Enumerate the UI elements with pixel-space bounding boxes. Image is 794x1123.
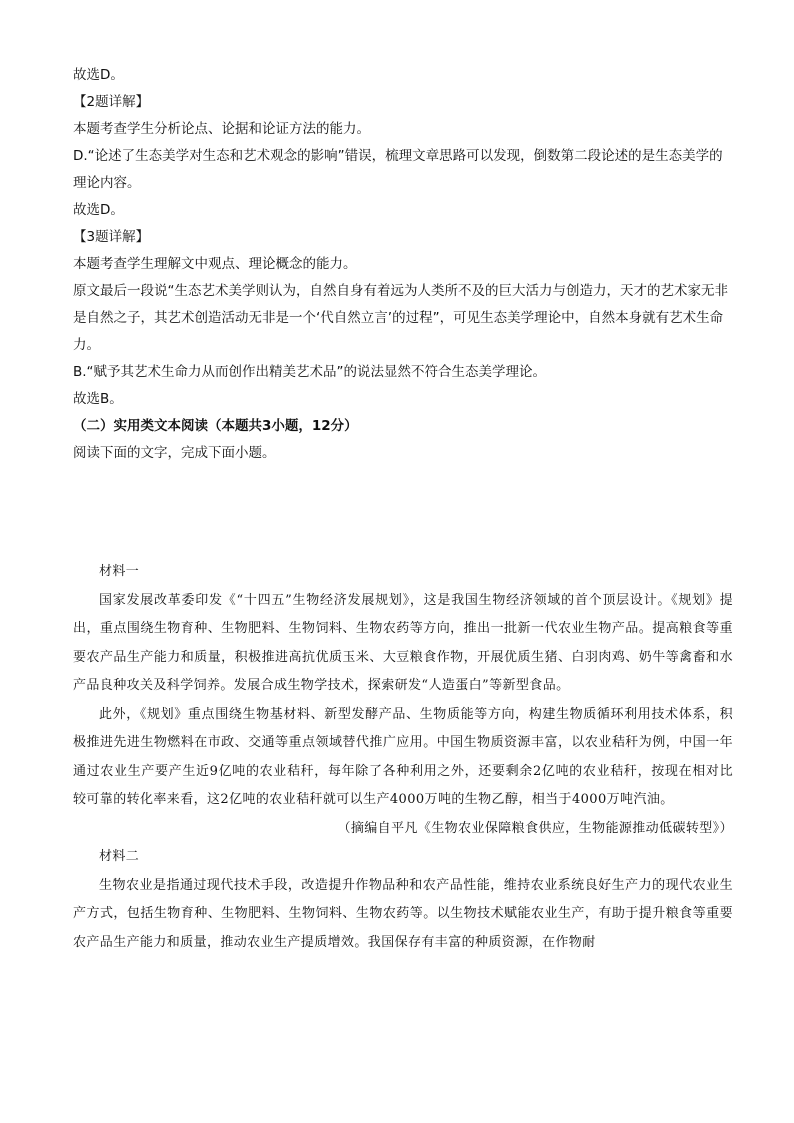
answer-conclusion: 故选D。 — [73, 67, 124, 83]
section-heading: （二）实用类文本阅读（本题共3小题，12分） — [73, 418, 358, 434]
answer-explanations — [73, 62, 733, 467]
question-3-option-b: B.“赋予其艺术生命力从而创作出精美艺术品”的说法显然不符合生态美学理论。 — [73, 364, 547, 380]
material-2-paragraph: 生物农业是指通过现代技术手段，改造提升作物品种和农产品性能，维持农业系统良好生产力的现代农业生产方式，包括生物育种、生物肥料、生物饲料、生物农药等。以生物技术赋能农业生产，有助于提升粮食等重要农产品生产能力和质量，推动农业生产提质增效。我国保存有丰富的种质资源，在作物耐 — [73, 877, 733, 950]
reading-materials — [73, 558, 733, 957]
material-1-paragraph: 国家发展改革委印发《“十四五”生物经济发展规划》，这是我国生物经济领域的首个顶层设计。《规划》提出，重点围绕生物育种、生物肥料、生物饲料、生物农药等方向，推出一批新一代农业生物产品。提高粮食等重要农产品生产能力和质量，积极推进高抗优质玉米、大豆粮食作物，开展优质生猪、白羽肉鸡、奶牛等禽畜和水产品良种攻关及科学饲养。发展合成生物学技术，探索研发“人造蛋白”等新型食品。 — [73, 592, 733, 693]
question-3-heading: 【3题详解】 — [73, 229, 150, 245]
reading-instruction: 阅读下面的文字，完成下面小题。 — [73, 445, 276, 461]
question-2-explanation: D.“论述了生态美学对生态和艺术观念的影响”错误，梳理文章思路可以发现，倒数第二段论述的是生态美学的理论内容。 — [73, 148, 723, 191]
material-2-title: 材料二 — [99, 849, 140, 864]
question-2-focus: 本题考查学生分析论点、论据和论证方法的能力。 — [73, 121, 370, 137]
material-1-source: （摘编自平凡《生物农业保障粮食供应，生物能源推动低碳转型》） — [337, 820, 733, 836]
answer-conclusion: 故选B。 — [73, 391, 123, 407]
material-1-title: 材料一 — [99, 564, 140, 579]
question-3-explanation: 原文最后一段说“生态艺术美学则认为，自然自身有着远为人类所不及的巨大活力与创造力，天才的艺术家无非是自然之子，其艺术创造活动无非是一个‘代自然立言’的过程”，可见生态美学理论中，自然本身就有艺术生命力。 — [73, 283, 728, 353]
question-3-focus: 本题考查学生理解文中观点、理论概念的能力。 — [73, 256, 357, 272]
material-1-paragraph: 此外，《规划》重点围绕生物基材料、新型发酵产品、生物质能等方向，构建生物质循环利用技术体系，积极推进先进生物燃料在市政、交通等重点领域替代推广应用。中国生物质资源丰富，以农业秸秆为例，中国一年通过农业生产要产生近9亿吨的农业秸秆，每年除了各种利用之外，还要剩余2亿吨的农业秸秆，按现在相对比较可靠的转化率来看，这2亿吨的农业秸秆就可以生产4000万吨的生物乙醇，相当于4000万吨汽油。 — [73, 706, 733, 807]
answer-conclusion: 故选D。 — [73, 202, 124, 218]
question-2-heading: 【2题详解】 — [73, 94, 150, 110]
